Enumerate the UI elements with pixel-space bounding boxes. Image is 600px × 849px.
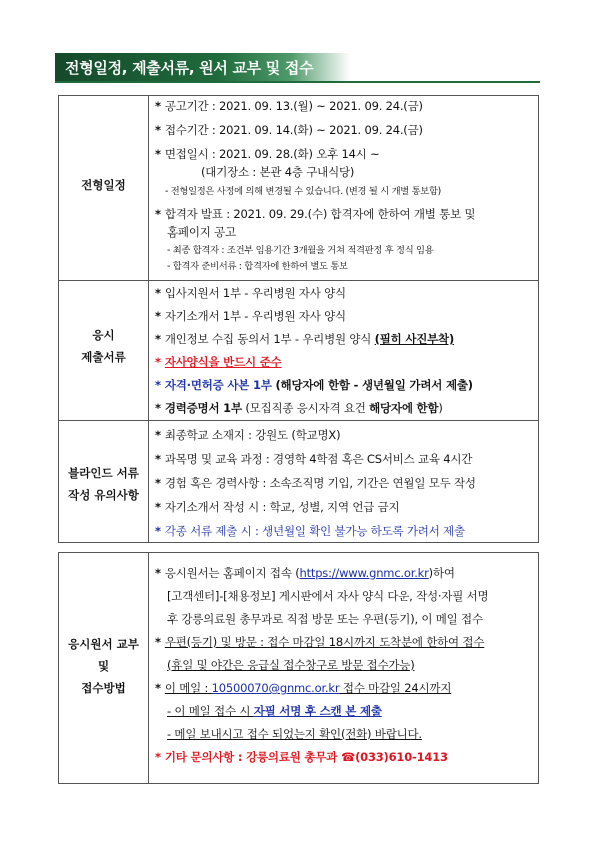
blind-label: 블라인드 서류 작성 유의사항 bbox=[68, 466, 139, 502]
column-divider bbox=[148, 553, 149, 783]
title-underline bbox=[55, 81, 540, 83]
list-item: * 자격·면허증 사본 1부 (해당자에 한함 - 생년월일 가려서 제출) bbox=[155, 378, 473, 392]
list-item: * 입사지원서 1부 - 우리병원 자사 양식 bbox=[155, 286, 346, 300]
info-table bbox=[58, 95, 539, 543]
list-item: * 우편(등기) 및 방문 : 접수 마감일 18시까지 도착분에 한하여 접수 bbox=[155, 635, 485, 649]
list-item: * 합격자 발표 : 2021. 09. 29.(수) 합격자에 한하여 개별 통보 및 bbox=[155, 207, 476, 221]
list-item: * 면접일시 : 2021. 09. 28.(화) 오후 14시 ~ bbox=[155, 147, 380, 161]
column-divider bbox=[148, 96, 149, 542]
email-link[interactable]: 10500070@gnmc.or.kr bbox=[211, 681, 340, 695]
list-item: 후 강릉의료원 총무과로 직접 방문 또는 우편(등기), 이 메일 접수 bbox=[167, 612, 483, 626]
list-item: [고객센터]-[채용정보] 게시판에서 자사 양식 다운, 작성·자필 서명 bbox=[167, 589, 489, 603]
list-item: - 이 메일 접수 시 자필 서명 후 스캔 본 제출 bbox=[167, 704, 382, 718]
homepage-link[interactable]: https://www.gnmc.or.kr bbox=[299, 566, 429, 580]
schedule-label: 전형일정 bbox=[81, 178, 126, 192]
list-item: (휴일 및 야간은 응급실 접수창구로 방문 접수가능) bbox=[167, 658, 415, 672]
list-item: * 접수기간 : 2021. 09. 14.(화) ~ 2021. 09. 24.(금) bbox=[155, 123, 423, 137]
list-item: (대기장소 : 본관 4층 구내식당) bbox=[201, 165, 355, 179]
list-item: * 각종 서류 제출 시 : 생년월일 확인 불가능 하도록 가려서 제출 bbox=[155, 524, 465, 538]
note-text: - 합격자 준비서류 : 합격자에 한하여 별도 통보 bbox=[167, 261, 348, 272]
contact-info: * 기타 문의사항 : 강릉의료원 총무과 ☎(033)610-1413 bbox=[155, 750, 448, 764]
list-item: * 응시원서는 홈페이지 접속 (https://www.gnmc.or.kr)하여 bbox=[155, 566, 455, 580]
list-item: - 메일 보내시고 접수 되었는지 확인(전화) 바랍니다. bbox=[167, 727, 422, 741]
list-item: * 자기소개서 1부 - 우리병원 자사 양식 bbox=[155, 309, 346, 323]
apply-label: 응시원서 교부 및 접수방법 bbox=[68, 637, 139, 695]
apply-table bbox=[58, 552, 539, 784]
page-title: 전형일정, 제출서류, 원서 교부 및 접수 bbox=[65, 59, 314, 77]
list-item: * 경력증명서 1부 (모집직종 응시자격 요건 해당자에 한함) bbox=[155, 401, 443, 415]
list-item: * 과목명 및 교육 과정 : 경영학 4학점 혹은 CS서비스 교육 4시간 bbox=[155, 452, 473, 466]
row-divider bbox=[59, 420, 538, 421]
list-item: * 공고기간 : 2021. 09. 13.(월) ~ 2021. 09. 24.(금) bbox=[155, 99, 423, 113]
list-item: * 최종학교 소재지 : 강원도 (학교명X) bbox=[155, 428, 341, 442]
list-item: * 이 메일 : 10500070@gnmc.or.kr 접수 마감일 24시까지 bbox=[155, 681, 452, 695]
note-text: - 전형일정은 사정에 의해 변경될 수 있습니다. (변경 될 시 개별 통보함) bbox=[165, 186, 441, 197]
section-title-banner bbox=[55, 53, 350, 81]
list-item: * 개인정보 수집 동의서 1부 - 우리병원 양식 (필히 사진부착) bbox=[155, 332, 455, 346]
documents-label: 응시 제출서류 bbox=[81, 328, 126, 364]
list-item: 홈페이지 공고 bbox=[167, 225, 236, 239]
row-divider bbox=[59, 280, 538, 281]
list-item: * 자기소개서 작성 시 : 학교, 성별, 지역 언급 금지 bbox=[155, 500, 400, 514]
list-item: * 자사양식을 반드시 준수 bbox=[155, 355, 282, 369]
list-item: * 경험 혹은 경력사항 : 소속조직명 기입, 기간은 연월일 모두 작성 bbox=[155, 476, 476, 490]
note-text: - 최종 합격자 : 조건부 임용기간 3개월을 거쳐 적격판정 후 정식 임용 bbox=[167, 245, 434, 256]
